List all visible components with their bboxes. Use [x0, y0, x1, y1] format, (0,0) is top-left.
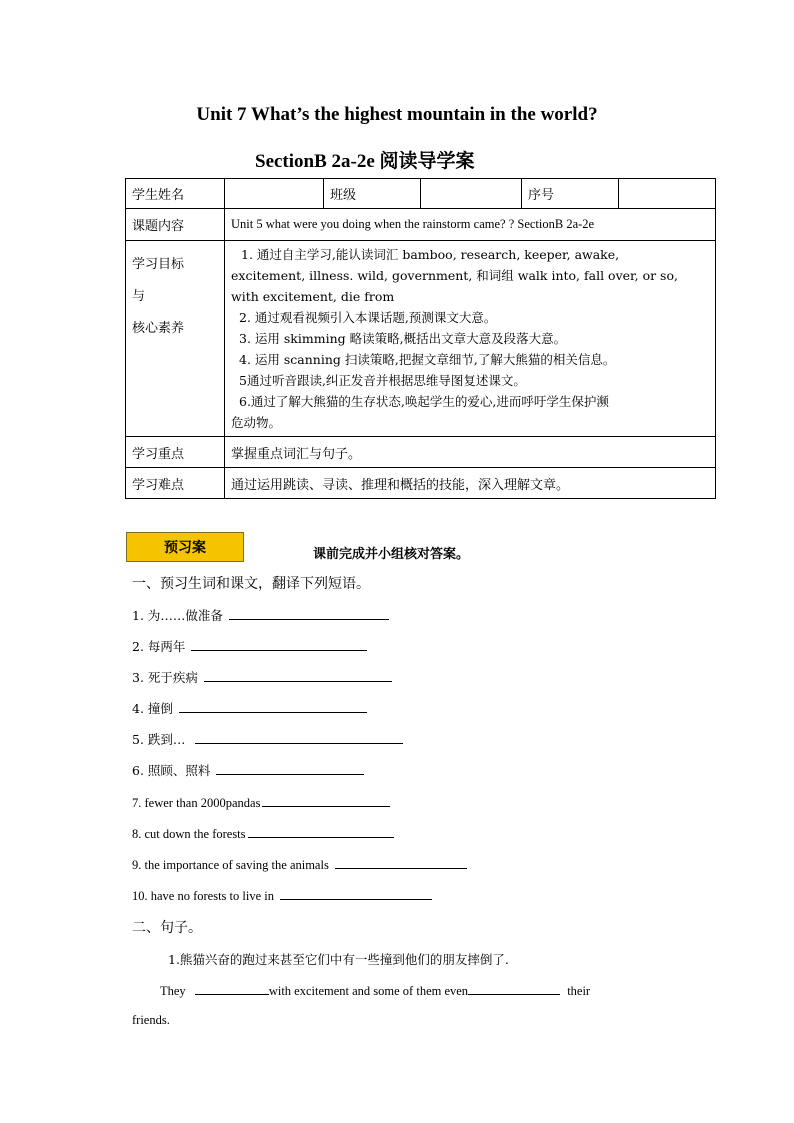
- goal-line: 3. 运用 skimming 略读策略,概括出文章大意及段落大意。: [239, 331, 567, 346]
- answer-blank[interactable]: [229, 606, 389, 620]
- seat-no-field[interactable]: [619, 179, 716, 209]
- goal-line: 2. 通过观看视频引入本课话题,预测课文大意。: [239, 310, 497, 325]
- student-name-field[interactable]: [225, 179, 324, 209]
- key-points-label: 学习重点: [126, 437, 225, 468]
- phrase-item: 8. cut down the forests: [132, 824, 394, 842]
- section1-title: 一、预习生词和课文，翻译下列短语。: [132, 576, 370, 592]
- sentence-text: They: [160, 984, 186, 998]
- phrase-item: 4. 撞倒: [132, 699, 367, 717]
- goal-line: with excitement, die from: [231, 289, 395, 304]
- document-title: Unit 7 What’s the highest mountain in the world?: [196, 104, 598, 125]
- goal-line: 6.通过了解大熊猫的生存状态,唤起学生的爱心,进而呼吁学生保护濒: [239, 394, 609, 409]
- goal-line: excitement, illness. wild, government, 和词组 walk into, fall over, or so,: [231, 268, 678, 283]
- answer-blank[interactable]: [280, 886, 432, 900]
- answer-blank[interactable]: [262, 793, 390, 807]
- answer-blank[interactable]: [191, 637, 367, 651]
- goals-label: [126, 241, 225, 437]
- goals-content: [225, 241, 716, 437]
- sentence-1-english: [160, 981, 590, 999]
- phrase-item: 3. 死于疾病: [132, 668, 392, 686]
- answer-blank[interactable]: [195, 981, 269, 995]
- goal-line: 4. 运用 scanning 扫读策略,把握文章细节,了解大熊猫的相关信息。: [239, 352, 616, 367]
- phrase-item: 10. have no forests to live in: [132, 886, 432, 904]
- preview-note: 课前完成并小组核对答案。: [313, 547, 470, 562]
- answer-blank[interactable]: [216, 761, 364, 775]
- preview-section-badge: 预习案: [126, 532, 244, 562]
- topic-value: Unit 5 what were you doing when the rainstorm came? ? SectionB 2a-2e: [225, 209, 716, 241]
- goals-label-line1: 学习目标: [132, 257, 185, 272]
- document-subtitle: SectionB 2a-2e 阅读导学案: [255, 151, 475, 172]
- info-table: [125, 178, 716, 499]
- class-field[interactable]: [421, 179, 522, 209]
- sentence-1-chinese: 1.熊猫兴奋的跑过来甚至它们中有一些撞到他们的朋友摔倒了.: [168, 952, 509, 967]
- key-points-value: 掌握重点词汇与句子。: [225, 437, 716, 468]
- answer-blank[interactable]: [204, 668, 392, 682]
- phrase-item: 7. fewer than 2000pandas: [132, 793, 390, 811]
- goal-line: 危动物。: [231, 415, 282, 430]
- answer-blank[interactable]: [248, 824, 394, 838]
- section2-title: 二、句子。: [132, 920, 202, 936]
- answer-blank[interactable]: [335, 855, 467, 869]
- phrase-item: 2. 每两年: [132, 637, 367, 655]
- seat-no-label: 序号: [522, 179, 619, 209]
- phrase-item: 1. 为……做准备: [132, 606, 389, 624]
- sentence-text: their: [567, 984, 591, 998]
- phrase-item: 9. the importance of saving the animals: [132, 855, 467, 873]
- goals-label-line2: 与: [132, 289, 146, 304]
- answer-blank[interactable]: [468, 981, 560, 995]
- difficulties-value: 通过运用跳读、寻读、推理和概括的技能，深入理解文章。: [225, 468, 716, 499]
- answer-blank[interactable]: [179, 699, 367, 713]
- goals-label-line3: 核心素养: [132, 321, 185, 336]
- sentence-text: with excitement and some of them even: [268, 984, 469, 998]
- class-label: 班级: [324, 179, 421, 209]
- student-name-label: 学生姓名: [126, 179, 225, 209]
- goal-line: 5通过听音跟读,纠正发音并根据思维导图复述课文。: [239, 373, 526, 388]
- goal-line: 1. 通过自主学习,能认读词汇 bamboo, research, keeper, awake,: [241, 247, 620, 262]
- answer-blank[interactable]: [195, 730, 403, 744]
- difficulties-label: 学习难点: [126, 468, 225, 499]
- sentence-1-continuation: friends.: [132, 1013, 170, 1027]
- phrase-item: 6. 照顾、照料: [132, 761, 364, 779]
- phrase-item: 5. 跌到…: [132, 730, 403, 748]
- topic-label: 课题内容: [126, 209, 225, 241]
